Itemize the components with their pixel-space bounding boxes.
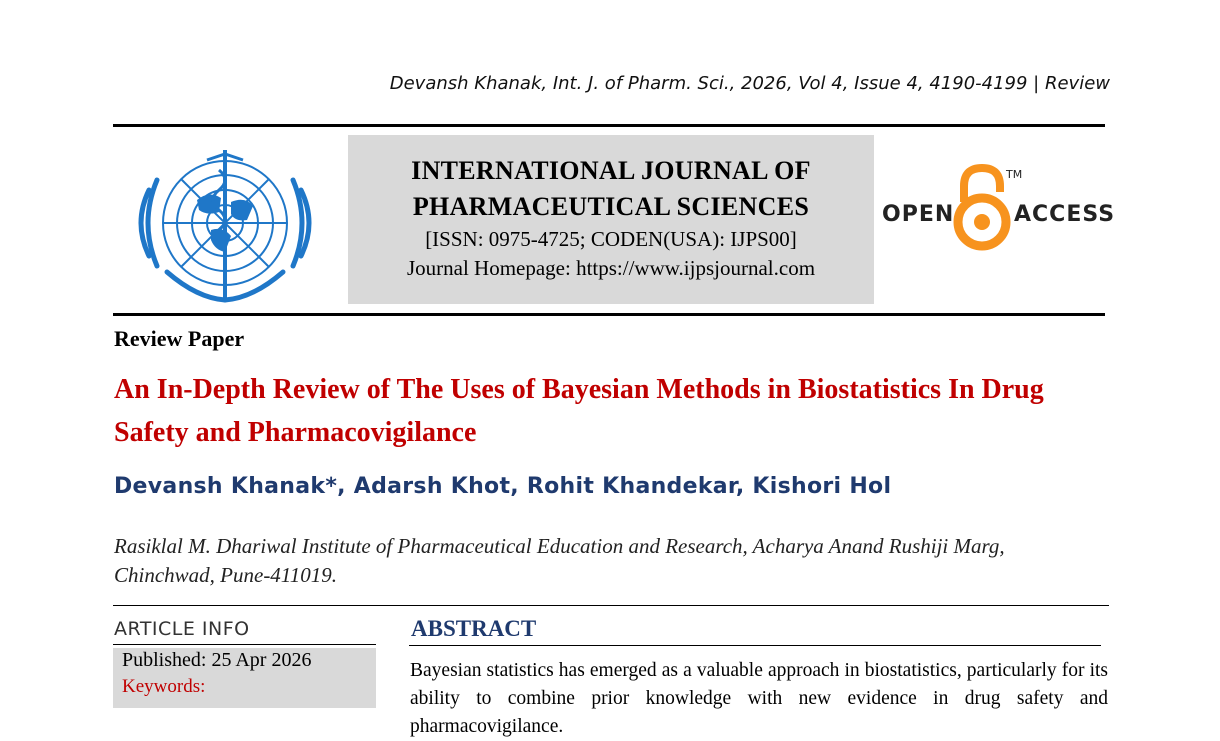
journal-name-line2: PHARMACEUTICAL SCIENCES — [412, 192, 810, 221]
running-head: Devansh Khanak, Int. J. of Pharm. Sci., 2026, Vol 4, Issue 4, 4190-4199 | Review — [389, 73, 1110, 94]
open-lock-icon — [952, 164, 1023, 254]
affiliation: Rasiklal M. Dhariwal Institute of Pharmaceutical Education and Research, Acharya Anand Rushiji Marg, Chinchwad, Pune-411019. — [114, 534, 1005, 587]
header-bottom-rule — [113, 313, 1105, 316]
open-access-open-word: OPEN — [882, 202, 955, 227]
paper-type: Review Paper — [114, 326, 245, 351]
published-date: Published: 25 Apr 2026 — [122, 649, 312, 671]
section-divider — [113, 605, 1109, 606]
open-access-access-word: ACCESS — [1014, 202, 1116, 227]
paper-title: An In-Depth Review of The Uses of Bayesian Methods in Biostatistics In Drug Safety and Pharmacovigilance — [114, 374, 1044, 448]
abstract-text: Bayesian statistics has emerged as a valuable approach in biostatistics, particularly for its ability to combine prior knowledge with new evidence in drug safety and pharmacovigilance. — [410, 660, 1108, 737]
abstract-heading: ABSTRACT — [411, 616, 537, 641]
abstract-rule — [409, 645, 1101, 646]
journal-issn: [ISSN: 0975-4725; CODEN(USA): IJPS00] — [425, 227, 797, 251]
header-top-rule — [113, 124, 1105, 127]
trademark-mark: TM — [1006, 168, 1023, 181]
article-info-rule — [113, 644, 376, 645]
journal-banner — [348, 135, 874, 304]
article-info-heading: ARTICLE INFO — [114, 618, 250, 640]
author-list: Devansh Khanak*, Adarsh Khot, Rohit Khandekar, Kishori Hol — [114, 474, 892, 499]
open-access-logo — [880, 162, 1116, 254]
journal-homepage[interactable]: Journal Homepage: https://www.ijpsjournal.com — [406, 256, 816, 280]
keywords-label: Keywords: — [122, 676, 206, 697]
journal-emblem-icon — [127, 140, 323, 306]
journal-name-line1: INTERNATIONAL JOURNAL OF — [411, 156, 811, 185]
